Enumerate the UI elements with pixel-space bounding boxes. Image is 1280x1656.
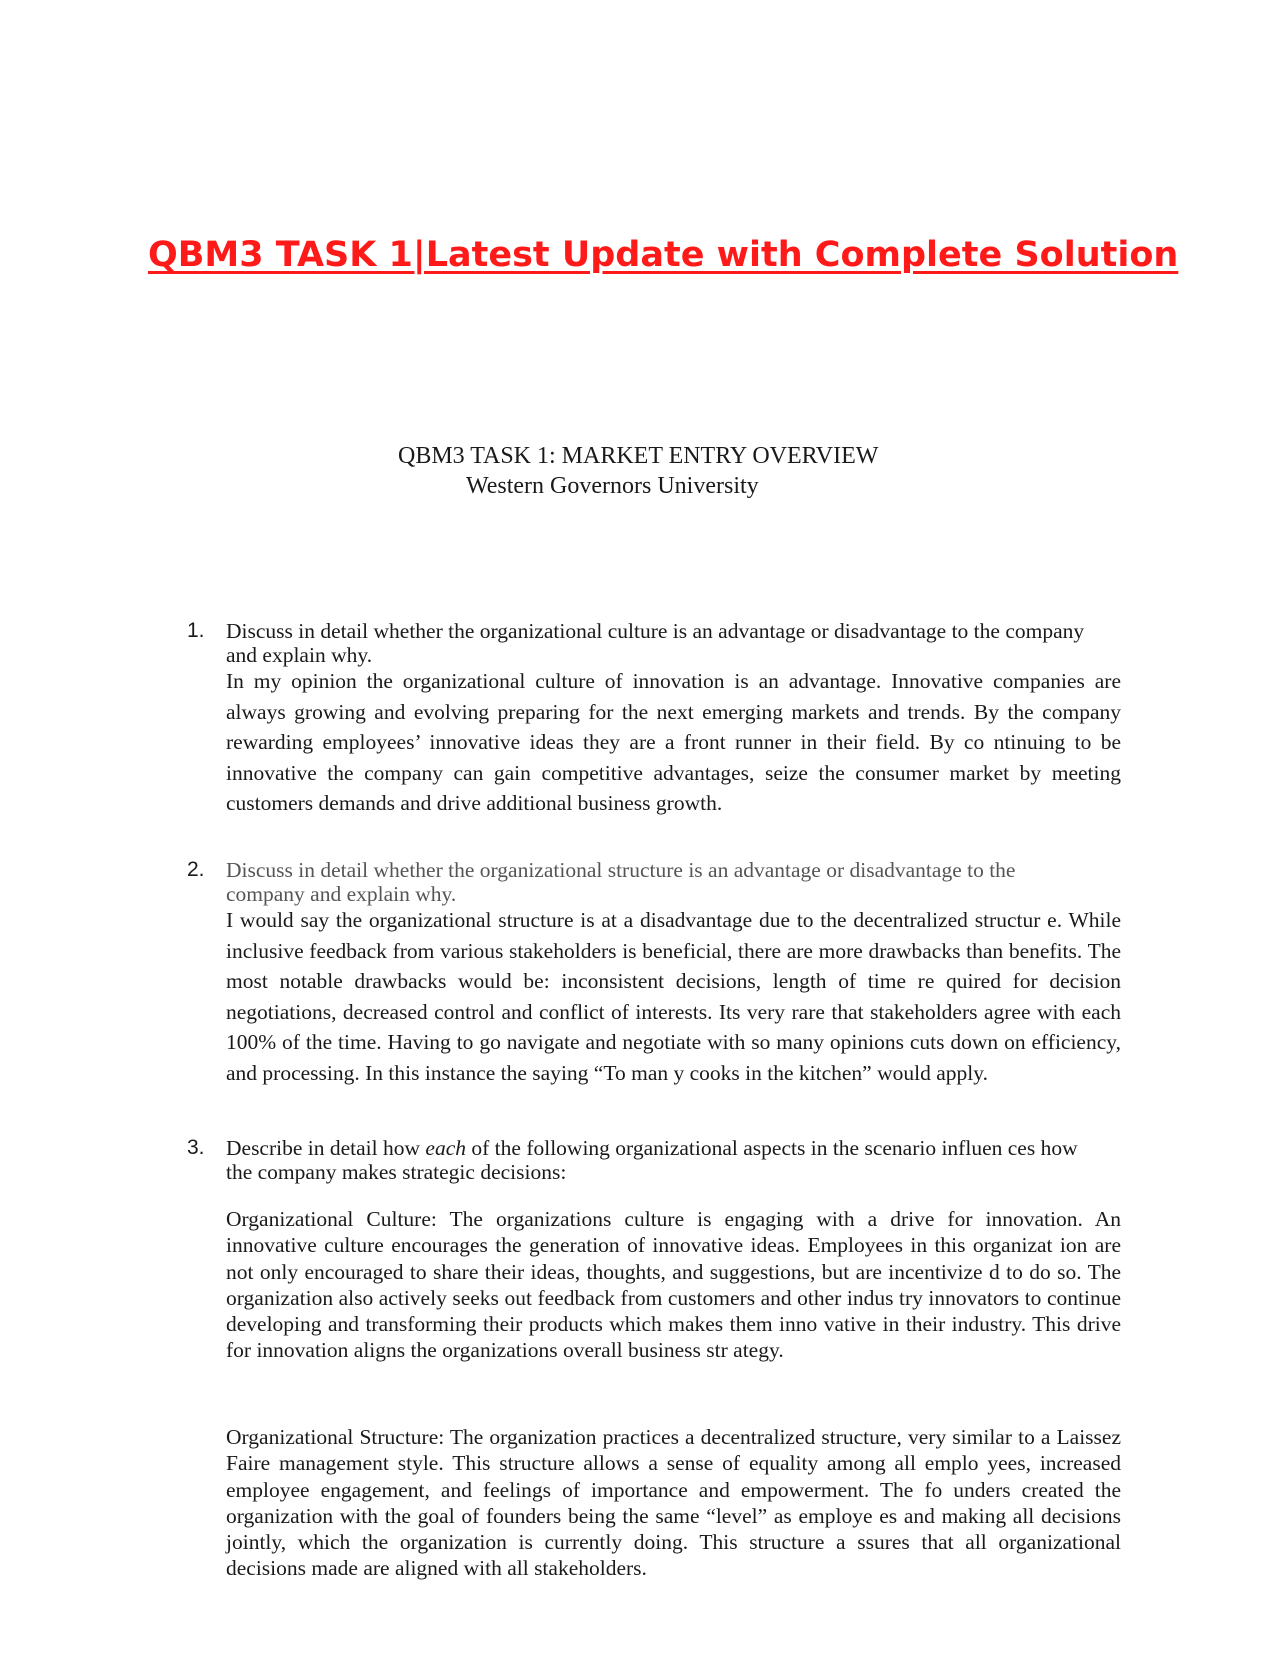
banner-title: QBM3 TASK 1|Latest Update with Complete Solution	[148, 235, 1179, 275]
prompt-text: of the following organizational aspects in the scenario influen ces how the company makes strategic decisions:	[226, 1136, 1078, 1184]
structure-answer: Organizational Structure: The organization practices a decentralized structure, very similar to a Laissez Faire management style. This structure allows a sense of equality among all emplo yees, increased employee engagement, and feelings of importance and empowerment. The fo unders created the organization with the goal of founders being the same “level” as employe es and making all decisions jointly, which the organization is currently doing. This structure a ssures that all organizational decisions made are aligned with all stakeholders.	[226, 1425, 1121, 1581]
prompt-text: Describe in detail how	[226, 1136, 426, 1160]
culture-answer: Organizational Culture: The organizations culture is engaging with a drive for innovation. An innovative culture encourages the generation of innovative ideas. Employees in this organizat ion are not only encouraged to share their ideas, thoughts, and suggestions, but are incentivize d to do so. The organization also actively seeks out feedback from customers and other indus try innovators to continue developing and transforming their products which makes them inno vative in their industry. This drive for innovation aligns the organizations overall business str ategy.	[226, 1207, 1121, 1363]
document-title: QBM3 TASK 1: MARKET ENTRY OVERVIEW	[398, 443, 879, 469]
document-subtitle: Western Governors University	[466, 473, 759, 499]
question-number: 2.	[187, 858, 205, 881]
prompt-emphasis: each	[425, 1136, 467, 1160]
question-number: 3.	[187, 1136, 205, 1159]
question-prompt	[226, 1136, 1086, 1184]
question-prompt: Discuss in detail whether the organizational culture is an advantage or disadvantage to the company and explain why.	[226, 619, 1085, 667]
question-answer: I would say the organizational structure is at a disadvantage due to the decentralized structur e. While inclusive feedback from various stakeholders is beneficial, there are more drawbacks than benefits. The most notable drawbacks would be: inconsistent decisions, length of time re quired for decision negotiations, decreased control and conflict of interests. Its very rare that stakeholders agree with each 100% of the time. Having to go navigate and negotiate with so many opinions cuts down on efficiency, and processing. In this instance the saying “To man y cooks in the kitchen” would apply.	[226, 908, 1121, 1085]
question-prompt: Discuss in detail whether the organizational structure is an advantage or disadvantage to the company and explain why.	[226, 858, 1016, 906]
question-number: 1.	[187, 619, 205, 642]
question-answer: In my opinion the organizational culture of innovation is an advantage. Innovative companies are always growing and evolving preparing for the next emerging markets and trends. By the company rewarding employees’ innovative ideas they are a front runner in their field. By co ntinuing to be innovative the company can gain competitive advantages, seize the consumer market by meeting customers demands and drive additional business growth.	[226, 669, 1121, 815]
